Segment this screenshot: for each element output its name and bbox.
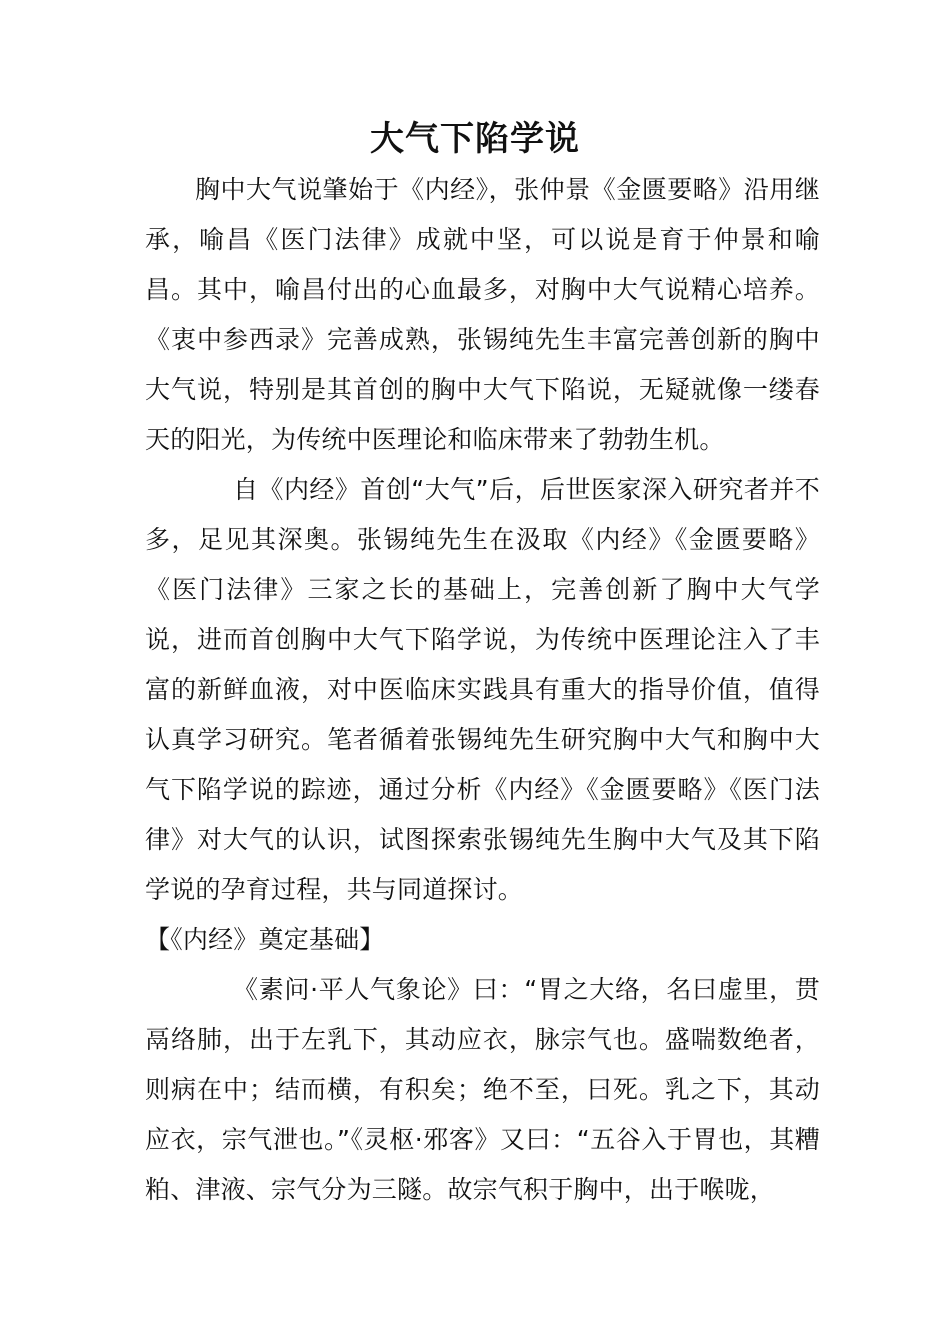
paragraph-second: 自《内经》首创“大气”后，后世医家深入研究者并不多，足见其深奥。张锡纯先生在汲取《内经》《金匮要略》《医门法律》三家之长的基础上，完善创新了胸中大气学说，进而首创胸中大气下陷学说，为传统中医理论注入了丰富的新鲜血液，对中医临床实践具有重大的指导价值，值得认真学习研究。笔者循着张锡纯先生研究胸中大气和胸中大气下陷学说的踪迹，通过分析《内经》《金匮要略》《医门法律》对大气的认识，试图探索张锡纯先生胸中大气及其下陷学说的孕育过程，共与同道探讨。 [145,475,820,904]
section-heading: 【《内经》奠定基础】 [145,925,385,954]
paragraph-intro: 胸中大气说肇始于《内经》，张仲景《金匮要略》沿用继承，喻昌《医门法律》成就中坚，可以说是育于仲景和喻昌。其中，喻昌付出的心血最多，对胸中大气说精心培养。《衷中参西录》完善成熟，张锡纯先生丰富完善创新的胸中大气说，特别是其首创的胸中大气下陷说，无疑就像一缕春天的阳光，为传统中医理论和临床带来了勃勃生机。 [145,175,820,454]
section-paragraph: 《素问·平人气象论》曰：“胃之大络，名曰虚里，贯鬲络肺，出于左乳下，其动应衣，脉宗气也。盛喘数绝者，则病在中；结而横，有积矣；绝不至，曰死。乳之下，其动应衣，宗气泄也。”《灵枢·邪客》又曰：“五谷入于胃也，其糟粕、津液、宗气分为三隧。故宗气积于胸中，出于喉咙， [145,975,820,1204]
document-title: 大气下陷学说 [370,119,580,159]
document-body [145,165,820,1215]
